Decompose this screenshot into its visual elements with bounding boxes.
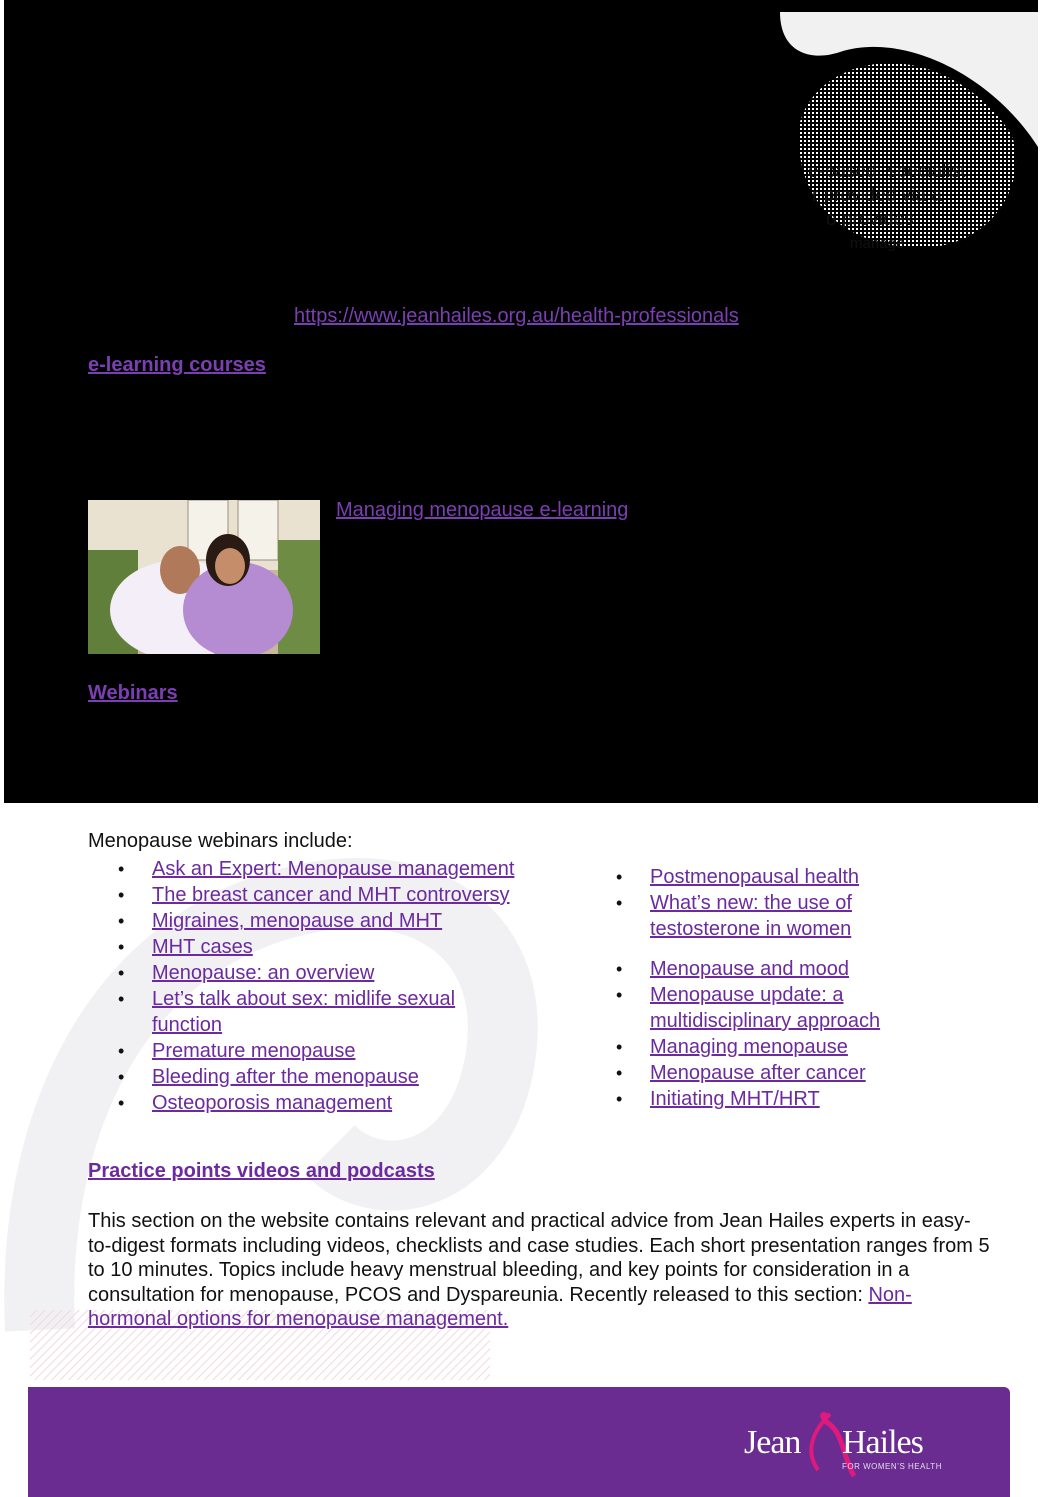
webinar-link[interactable]: Premature menopause <box>152 1040 356 1062</box>
list-item <box>88 934 568 960</box>
webinar-link[interactable]: Menopause: an overview <box>152 962 375 984</box>
webinar-link[interactable]: Menopause update: a multidisciplinary approach <box>650 984 881 1032</box>
list-item <box>88 1064 568 1090</box>
logo-word-hailes: Hailes <box>842 1424 923 1461</box>
list-item <box>88 856 568 882</box>
webinar-list-left <box>88 856 568 1116</box>
webinar-link[interactable]: The breast cancer and MHT controversy <box>152 884 510 906</box>
partial-line-4: manage <box>850 235 905 252</box>
elearning-heading-link[interactable]: e-learning courses <box>88 354 266 376</box>
webinars-intro: Menopause webinars include: <box>88 830 353 852</box>
practice-body <box>88 1209 993 1332</box>
non-hormonal-options-link[interactable]: Non-hormonal options for menopause management. <box>88 1283 912 1331</box>
partial-line-2: r provided via a <box>812 185 942 206</box>
list-item <box>88 986 482 1038</box>
webinar-link[interactable]: Menopause and mood <box>650 958 850 980</box>
webinar-link[interactable]: Ask an Expert: Menopause management <box>152 858 515 880</box>
webinar-link[interactable]: What’s new: the use of testosterone in women <box>650 892 852 940</box>
health-professionals-link[interactable]: https://www.jeanhailes.org.au/health-professionals <box>294 305 739 327</box>
list-item <box>88 960 568 986</box>
list-item <box>586 1034 926 1060</box>
webinar-link[interactable]: Let’s talk about sex: midlife sexual function <box>152 988 456 1036</box>
women-photo <box>88 500 320 654</box>
list-item <box>88 882 568 908</box>
list-item <box>586 864 926 890</box>
webinar-link[interactable]: MHT cases <box>152 936 253 958</box>
webinar-link[interactable]: Menopause after cancer <box>650 1062 866 1084</box>
partial-line-1: e-based, specialist <box>808 161 966 182</box>
partial-line-3: o provides <box>826 209 914 230</box>
webinar-link[interactable]: Managing menopause <box>650 1036 848 1058</box>
webinar-link[interactable]: Osteoporosis management <box>152 1092 393 1114</box>
list-item <box>586 890 870 942</box>
list-item <box>586 1086 926 1112</box>
list-item <box>88 1090 568 1116</box>
list-item <box>88 908 568 934</box>
list-item <box>586 982 900 1034</box>
webinar-link[interactable]: Initiating MHT/HRT <box>650 1088 820 1110</box>
list-item <box>586 956 926 982</box>
list-item <box>88 1038 568 1064</box>
logo-word-jean: Jean <box>744 1424 801 1461</box>
webinar-link[interactable]: Bleeding after the menopause <box>152 1066 419 1088</box>
practice-points-heading-link[interactable]: Practice points videos and podcasts <box>88 1160 435 1182</box>
webinar-list-right <box>586 864 926 1112</box>
managing-menopause-elearning-link[interactable]: Managing menopause e-learning <box>336 499 629 521</box>
practice-body-text: This section on the website contains relevant and practical advice from Jean Hailes experts in easy-to-digest formats including videos, checklists and case studies. Each short presentation ranges from 5 to 10 minutes. Topics include heavy menstrual bleeding, and key points for consideration in a consultation for menopause, PCOS and Dyspareunia. Recently released to this section: <box>88 1210 990 1306</box>
logo-tagline: FOR WOMEN’S HEALTH <box>842 1462 942 1471</box>
webinar-link[interactable]: Postmenopausal health <box>650 866 860 888</box>
webinar-link[interactable]: Migraines, menopause and MHT <box>152 910 443 932</box>
webinars-heading-link[interactable]: Webinars <box>88 682 178 704</box>
list-item <box>586 1060 926 1086</box>
